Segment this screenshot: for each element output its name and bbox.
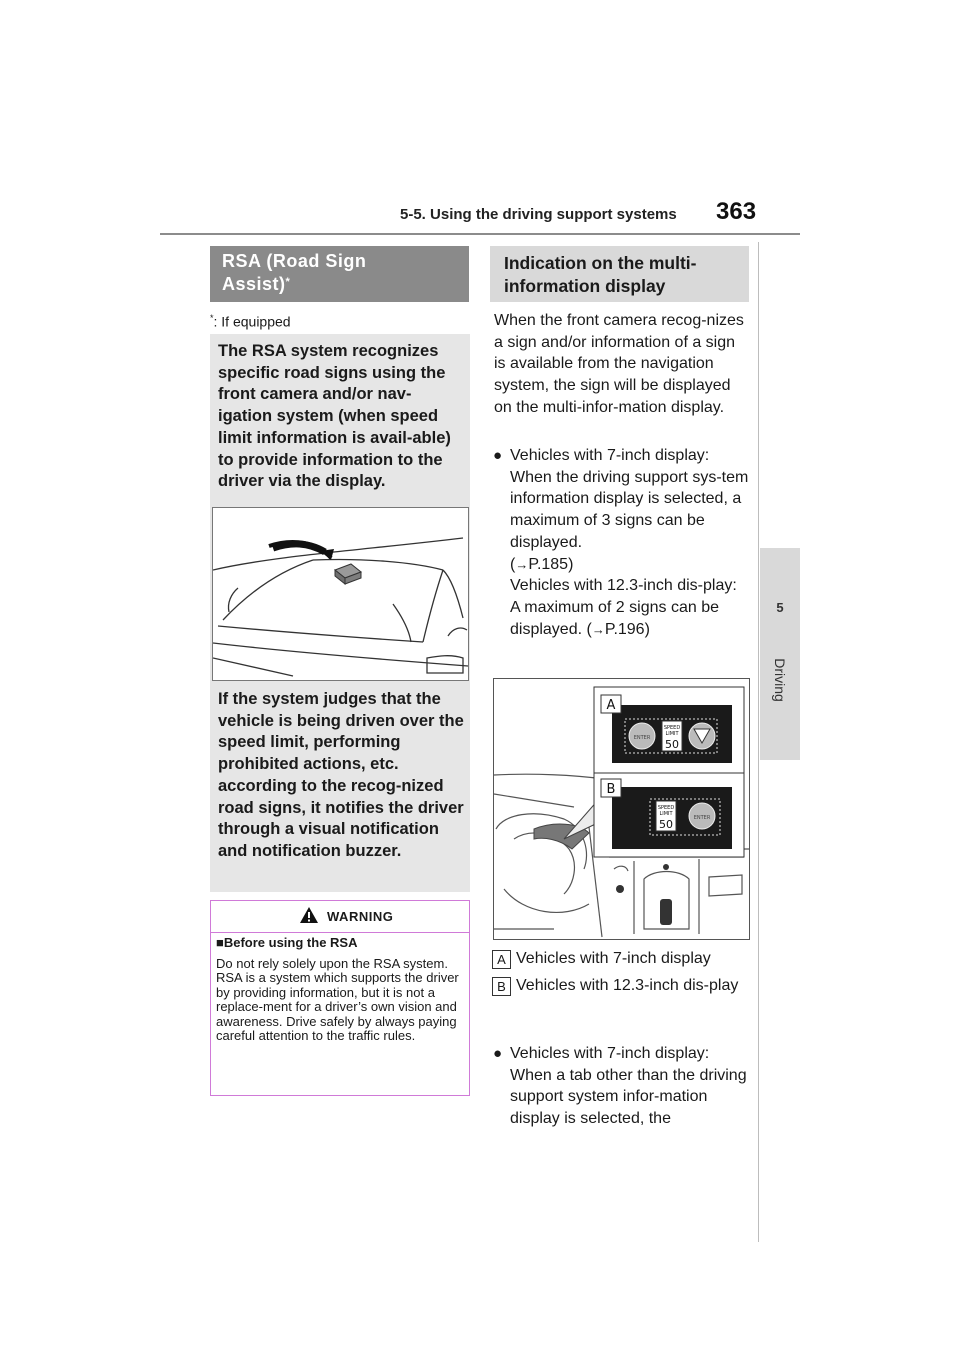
chapter-tab: [760, 548, 800, 760]
footnote-text: : If equipped: [213, 313, 291, 330]
chapter-label: Driving: [772, 658, 788, 702]
sign-speed-a: SPEED: [663, 725, 681, 731]
sign-limit-a: LIMIT: [665, 731, 679, 737]
arrow-icon: →: [515, 556, 529, 572]
section-title: 5-5. Using the driving support systems: [400, 206, 677, 223]
indication-heading-line1: Indication on the multi-: [504, 253, 697, 273]
indication-intro: When the front camera recog-nizes a sign and/or information of a sign is available from the navigation system, the sign will be displayed on the multi-infor-mation display.: [494, 312, 744, 416]
arrow-icon: →: [591, 621, 605, 637]
bullet1-line4: A maximum of 2 signs can be displayed. (: [510, 598, 719, 638]
windshield-camera-illustration: [212, 507, 469, 681]
windshield-camera-svg: [213, 508, 468, 680]
warning-body: Do not rely solely upon the RSA system. RSA is a system which supports the driver by providing information, but it is not a replace-ment for a driver’s own vision and awareness. Drive safely by always paying careful attention to the traffic rules.: [216, 956, 459, 1044]
warning-box: [210, 900, 470, 1096]
rsa-intro-text: The RSA system recognizes specific road signs using the front camera and/or nav-igation system (when speed limit information is avail-able) to provide information to the driver via the display.: [218, 342, 451, 491]
dashboard-svg: [494, 679, 749, 939]
caption-a-badge: A: [492, 950, 511, 969]
sign-speed-b: SPEED: [657, 805, 675, 811]
bullet1-line1: Vehicles with 7-inch display:: [510, 447, 710, 464]
camera-unit: [335, 564, 361, 584]
sign-value-b: 50: [659, 818, 673, 831]
rsa-notice-text: If the system judges that the vehicle is being driven over the speed limit, performing prohibited actions, etc. according to the recog-nized road signs, it notifies the driver through a visual notification and notification buzzer.: [218, 690, 464, 860]
page-ref-185[interactable]: P.185: [528, 555, 569, 573]
sign-value-a: 50: [665, 738, 679, 751]
footnote-mark: *: [210, 313, 214, 323]
page-ref-196[interactable]: P.196: [604, 620, 645, 638]
rsa-heading-asterisk: *: [285, 276, 291, 288]
caption-a: Vehicles with 7-inch display: [516, 950, 711, 967]
header-divider: [160, 233, 800, 235]
bullet-display-info: Vehicles with 7-inch display: When the driving support sys-tem information display is selected, a maximum of 3 signs can be displayed. (→P.185) Vehicles with 12.3-inch dis-play: A maximum of 2 signs can be displayed. (→P.196): [510, 447, 749, 638]
sign-enter-a: ENTER: [633, 735, 651, 741]
figure-label-b: B: [606, 782, 616, 797]
rsa-info-box: [210, 334, 470, 892]
figure-label-a: A: [606, 698, 616, 713]
indication-heading: [490, 246, 749, 302]
caption-b: Vehicles with 12.3-inch dis-play: [516, 977, 739, 994]
warning-header: [211, 901, 469, 933]
indication-heading-line2: information display: [504, 276, 666, 296]
bullet1-line2: When the driving support sys-tem information display is selected, a maximum of 3 signs can be displayed.: [510, 468, 749, 551]
footnote: [210, 313, 291, 330]
warning-subheading: ■Before using the RSA: [216, 935, 358, 950]
chapter-number: 5: [776, 600, 784, 615]
bullet-icon: ●: [493, 447, 503, 464]
caption-b-badge: B: [492, 977, 511, 996]
sign-enter-b: ENTER: [693, 815, 711, 821]
multi-info-display-illustration: [493, 678, 750, 940]
warning-triangle-icon: [299, 906, 319, 924]
rsa-heading: [210, 246, 469, 302]
warning-label: WARNING: [327, 909, 394, 924]
chapter-tab-line: [758, 242, 759, 1242]
bullet-tab-info: Vehicles with 7-inch display: When a tab other than the driving support system infor-mation display is selected, the: [510, 1045, 747, 1128]
bullet1-line3: Vehicles with 12.3-inch dis-play:: [510, 577, 737, 595]
rsa-heading-line1: RSA (Road Sign: [222, 251, 367, 271]
rsa-heading-line2: Assist): [222, 274, 286, 294]
page-number: 363: [716, 198, 757, 225]
bullet-icon: ●: [493, 1045, 503, 1062]
sign-limit-b: LIMIT: [659, 811, 673, 817]
